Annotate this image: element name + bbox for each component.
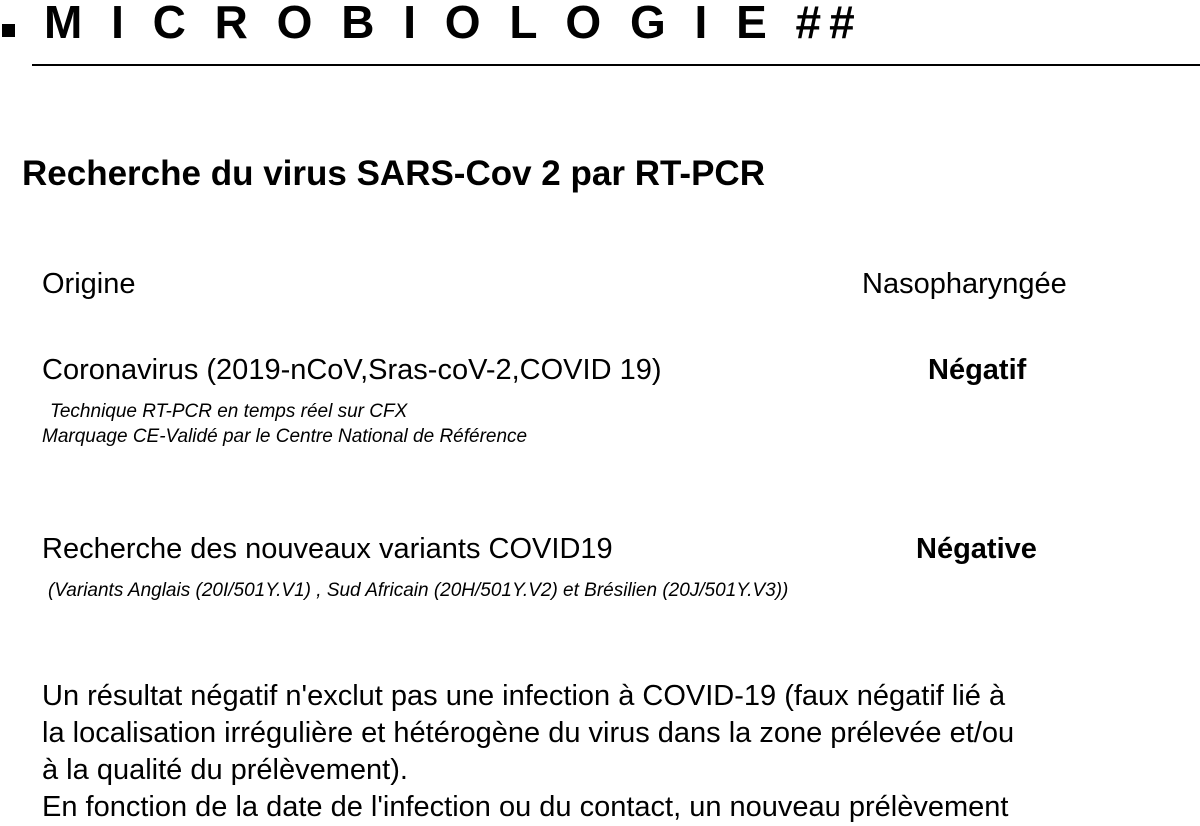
variants-note: (Variants Anglais (20I/501Y.V1) , Sud Africain (20H/501Y.V2) et Brésilien (20J/501Y.V3)) — [48, 580, 789, 601]
comment-line: En fonction de la date de l'infection ou du contact, un nouveau prélèvement — [42, 791, 1009, 823]
header-divider — [32, 64, 1200, 66]
page-title: M I C R O B I O L O G I E ## — [44, 0, 863, 48]
certification-note: Marquage CE-Validé par le Centre National de Référence — [42, 426, 528, 447]
origin-label: Origine — [42, 268, 136, 300]
comment-line: Un résultat négatif n'exclut pas une infection à COVID-19 (faux négatif lié à — [42, 680, 1006, 712]
variants-label: Recherche des nouveaux variants COVID19 — [42, 533, 613, 565]
comment-line: la localisation irrégulière et hétérogène du virus dans la zone prélevée et/ou — [42, 717, 1015, 749]
coronavirus-result: Négatif — [928, 354, 1027, 386]
origin-value: Nasopharyngée — [862, 268, 1067, 300]
interpretation-comment — [42, 678, 1182, 826]
technique-note: Technique RT-PCR en temps réel sur CFX — [50, 401, 408, 422]
header-bullet — [2, 24, 15, 37]
coronavirus-label: Coronavirus (2019-nCoV,Sras-coV-2,COVID 19) — [42, 354, 662, 386]
comment-line: à la qualité du prélèvement). — [42, 754, 408, 786]
section-title: Recherche du virus SARS-Cov 2 par RT-PCR — [22, 154, 765, 193]
variants-result: Négative — [916, 533, 1037, 565]
